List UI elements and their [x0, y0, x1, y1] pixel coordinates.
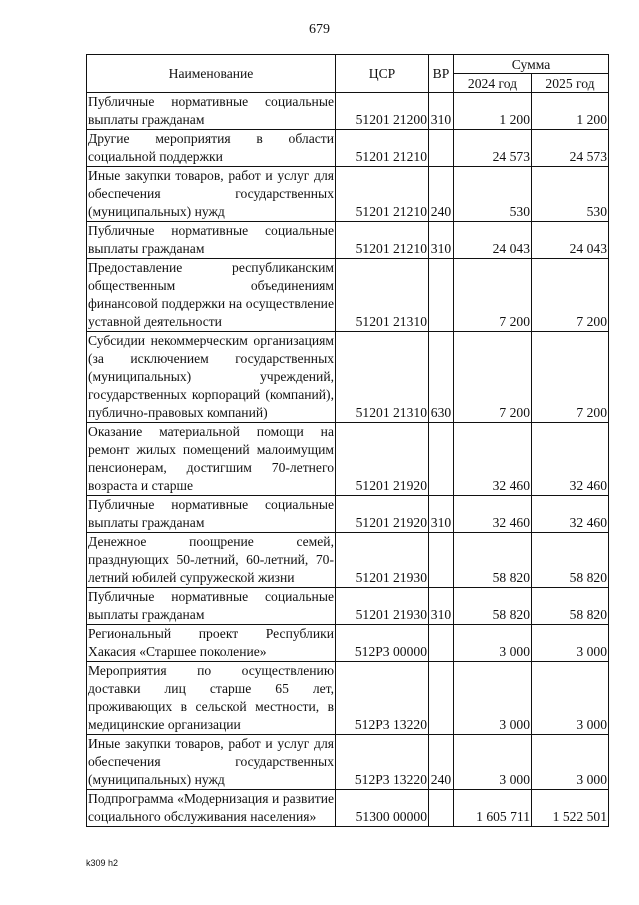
- row-2024-cell: 7 200: [454, 332, 532, 423]
- row-csr-cell: 51201 21920: [336, 423, 429, 496]
- table-row: [87, 790, 609, 827]
- row-2025-cell: 3 000: [532, 735, 609, 790]
- table-row: [87, 588, 609, 625]
- footer-code: k309 h2: [86, 858, 119, 868]
- row-vr-cell: 310: [429, 222, 454, 259]
- row-csr-cell: 51201 21210: [336, 130, 429, 167]
- row-2025-cell: 7 200: [532, 259, 609, 332]
- row-vr-cell: [429, 533, 454, 588]
- row-2024-cell: 3 000: [454, 735, 532, 790]
- header-sum: Сумма: [454, 55, 609, 74]
- row-csr-cell: 51300 00000: [336, 790, 429, 827]
- table-row: [87, 93, 609, 130]
- table-row: [87, 496, 609, 533]
- row-2025-cell: 32 460: [532, 423, 609, 496]
- row-2025-cell: 58 820: [532, 588, 609, 625]
- row-2024-cell: 3 000: [454, 625, 532, 662]
- row-2025-cell: 530: [532, 167, 609, 222]
- table-row: [87, 332, 609, 423]
- row-2025-cell: 32 460: [532, 496, 609, 533]
- page-number: 679: [309, 22, 330, 37]
- row-csr-cell: 512P3 13220: [336, 735, 429, 790]
- row-csr-cell: 51201 21310: [336, 332, 429, 423]
- row-name-cell: Мероприятия по осуществлению доставки лиц старше 65 лет, проживающих в сельской местности, в медицинские организации: [87, 662, 336, 735]
- row-2024-cell: 7 200: [454, 259, 532, 332]
- table-row: [87, 222, 609, 259]
- row-2025-cell: 7 200: [532, 332, 609, 423]
- header-csr: ЦСР: [336, 55, 429, 93]
- row-vr-cell: 310: [429, 496, 454, 533]
- row-name-cell: Подпрограмма «Модернизация и развитие социального обслуживания населения»: [87, 790, 336, 827]
- row-name-cell: Иные закупки товаров, работ и услуг для обеспечения государственных (муниципальных) нужд: [87, 167, 336, 222]
- row-2025-cell: 3 000: [532, 625, 609, 662]
- budget-table: [86, 54, 609, 827]
- row-2024-cell: 24 573: [454, 130, 532, 167]
- row-name-cell: Публичные нормативные социальные выплаты гражданам: [87, 93, 336, 130]
- row-vr-cell: [429, 423, 454, 496]
- row-csr-cell: 51201 21920: [336, 496, 429, 533]
- row-vr-cell: 630: [429, 332, 454, 423]
- row-vr-cell: [429, 259, 454, 332]
- table-row: [87, 167, 609, 222]
- row-vr-cell: 240: [429, 735, 454, 790]
- row-vr-cell: [429, 790, 454, 827]
- row-vr-cell: 240: [429, 167, 454, 222]
- row-vr-cell: 310: [429, 93, 454, 130]
- row-2025-cell: 58 820: [532, 533, 609, 588]
- row-csr-cell: 51201 21930: [336, 588, 429, 625]
- table-row: [87, 423, 609, 496]
- row-csr-cell: 51201 21930: [336, 533, 429, 588]
- row-csr-cell: 512P3 13220: [336, 662, 429, 735]
- row-name-cell: Субсидии некоммерческим организациям (за исключением государственных (муниципальных) учреждений, государственных корпораций (компаний), публично-правовых компаний): [87, 332, 336, 423]
- row-csr-cell: 51201 21210: [336, 167, 429, 222]
- row-name-cell: Денежное поощрение семей, празднующих 50-летний, 60-летний, 70-летний юбилей супружеской жизни: [87, 533, 336, 588]
- row-name-cell: Оказание материальной помощи на ремонт жилых помещений малоимущим пенсионерам, достигшим 70-летнего возраста и старше: [87, 423, 336, 496]
- table-row: [87, 625, 609, 662]
- row-csr-cell: 51201 21210: [336, 222, 429, 259]
- header-year-2024: 2024 год: [454, 74, 532, 93]
- row-2025-cell: 24 573: [532, 130, 609, 167]
- row-2024-cell: 32 460: [454, 496, 532, 533]
- row-2024-cell: 1 605 711: [454, 790, 532, 827]
- table-body: [87, 93, 609, 827]
- table-row: [87, 662, 609, 735]
- row-vr-cell: [429, 662, 454, 735]
- row-csr-cell: 51201 21200: [336, 93, 429, 130]
- table-row: [87, 735, 609, 790]
- header-year-2025: 2025 год: [532, 74, 609, 93]
- row-name-cell: Публичные нормативные социальные выплаты гражданам: [87, 496, 336, 533]
- row-name-cell: Публичные нормативные социальные выплаты гражданам: [87, 222, 336, 259]
- header-name: Наименование: [87, 55, 336, 93]
- header-vr: ВР: [429, 55, 454, 93]
- row-vr-cell: [429, 625, 454, 662]
- row-csr-cell: 51201 21310: [336, 259, 429, 332]
- row-name-cell: Региональный проект Республики Хакасия «Старшее поколение»: [87, 625, 336, 662]
- row-name-cell: Другие мероприятия в области социальной поддержки: [87, 130, 336, 167]
- table-row: [87, 130, 609, 167]
- row-2024-cell: 58 820: [454, 588, 532, 625]
- row-2024-cell: 24 043: [454, 222, 532, 259]
- row-name-cell: Предоставление республиканским общественным объединениям финансовой поддержки на осуществление уставной деятельности: [87, 259, 336, 332]
- row-vr-cell: [429, 130, 454, 167]
- row-vr-cell: 310: [429, 588, 454, 625]
- row-2024-cell: 1 200: [454, 93, 532, 130]
- row-2024-cell: 58 820: [454, 533, 532, 588]
- row-name-cell: Публичные нормативные социальные выплаты гражданам: [87, 588, 336, 625]
- row-2024-cell: 3 000: [454, 662, 532, 735]
- row-2025-cell: 24 043: [532, 222, 609, 259]
- row-csr-cell: 512P3 00000: [336, 625, 429, 662]
- row-2025-cell: 3 000: [532, 662, 609, 735]
- row-2025-cell: 1 522 501: [532, 790, 609, 827]
- row-2025-cell: 1 200: [532, 93, 609, 130]
- row-2024-cell: 32 460: [454, 423, 532, 496]
- row-2024-cell: 530: [454, 167, 532, 222]
- table-row: [87, 259, 609, 332]
- table-row: [87, 533, 609, 588]
- row-name-cell: Иные закупки товаров, работ и услуг для обеспечения государственных (муниципальных) нужд: [87, 735, 336, 790]
